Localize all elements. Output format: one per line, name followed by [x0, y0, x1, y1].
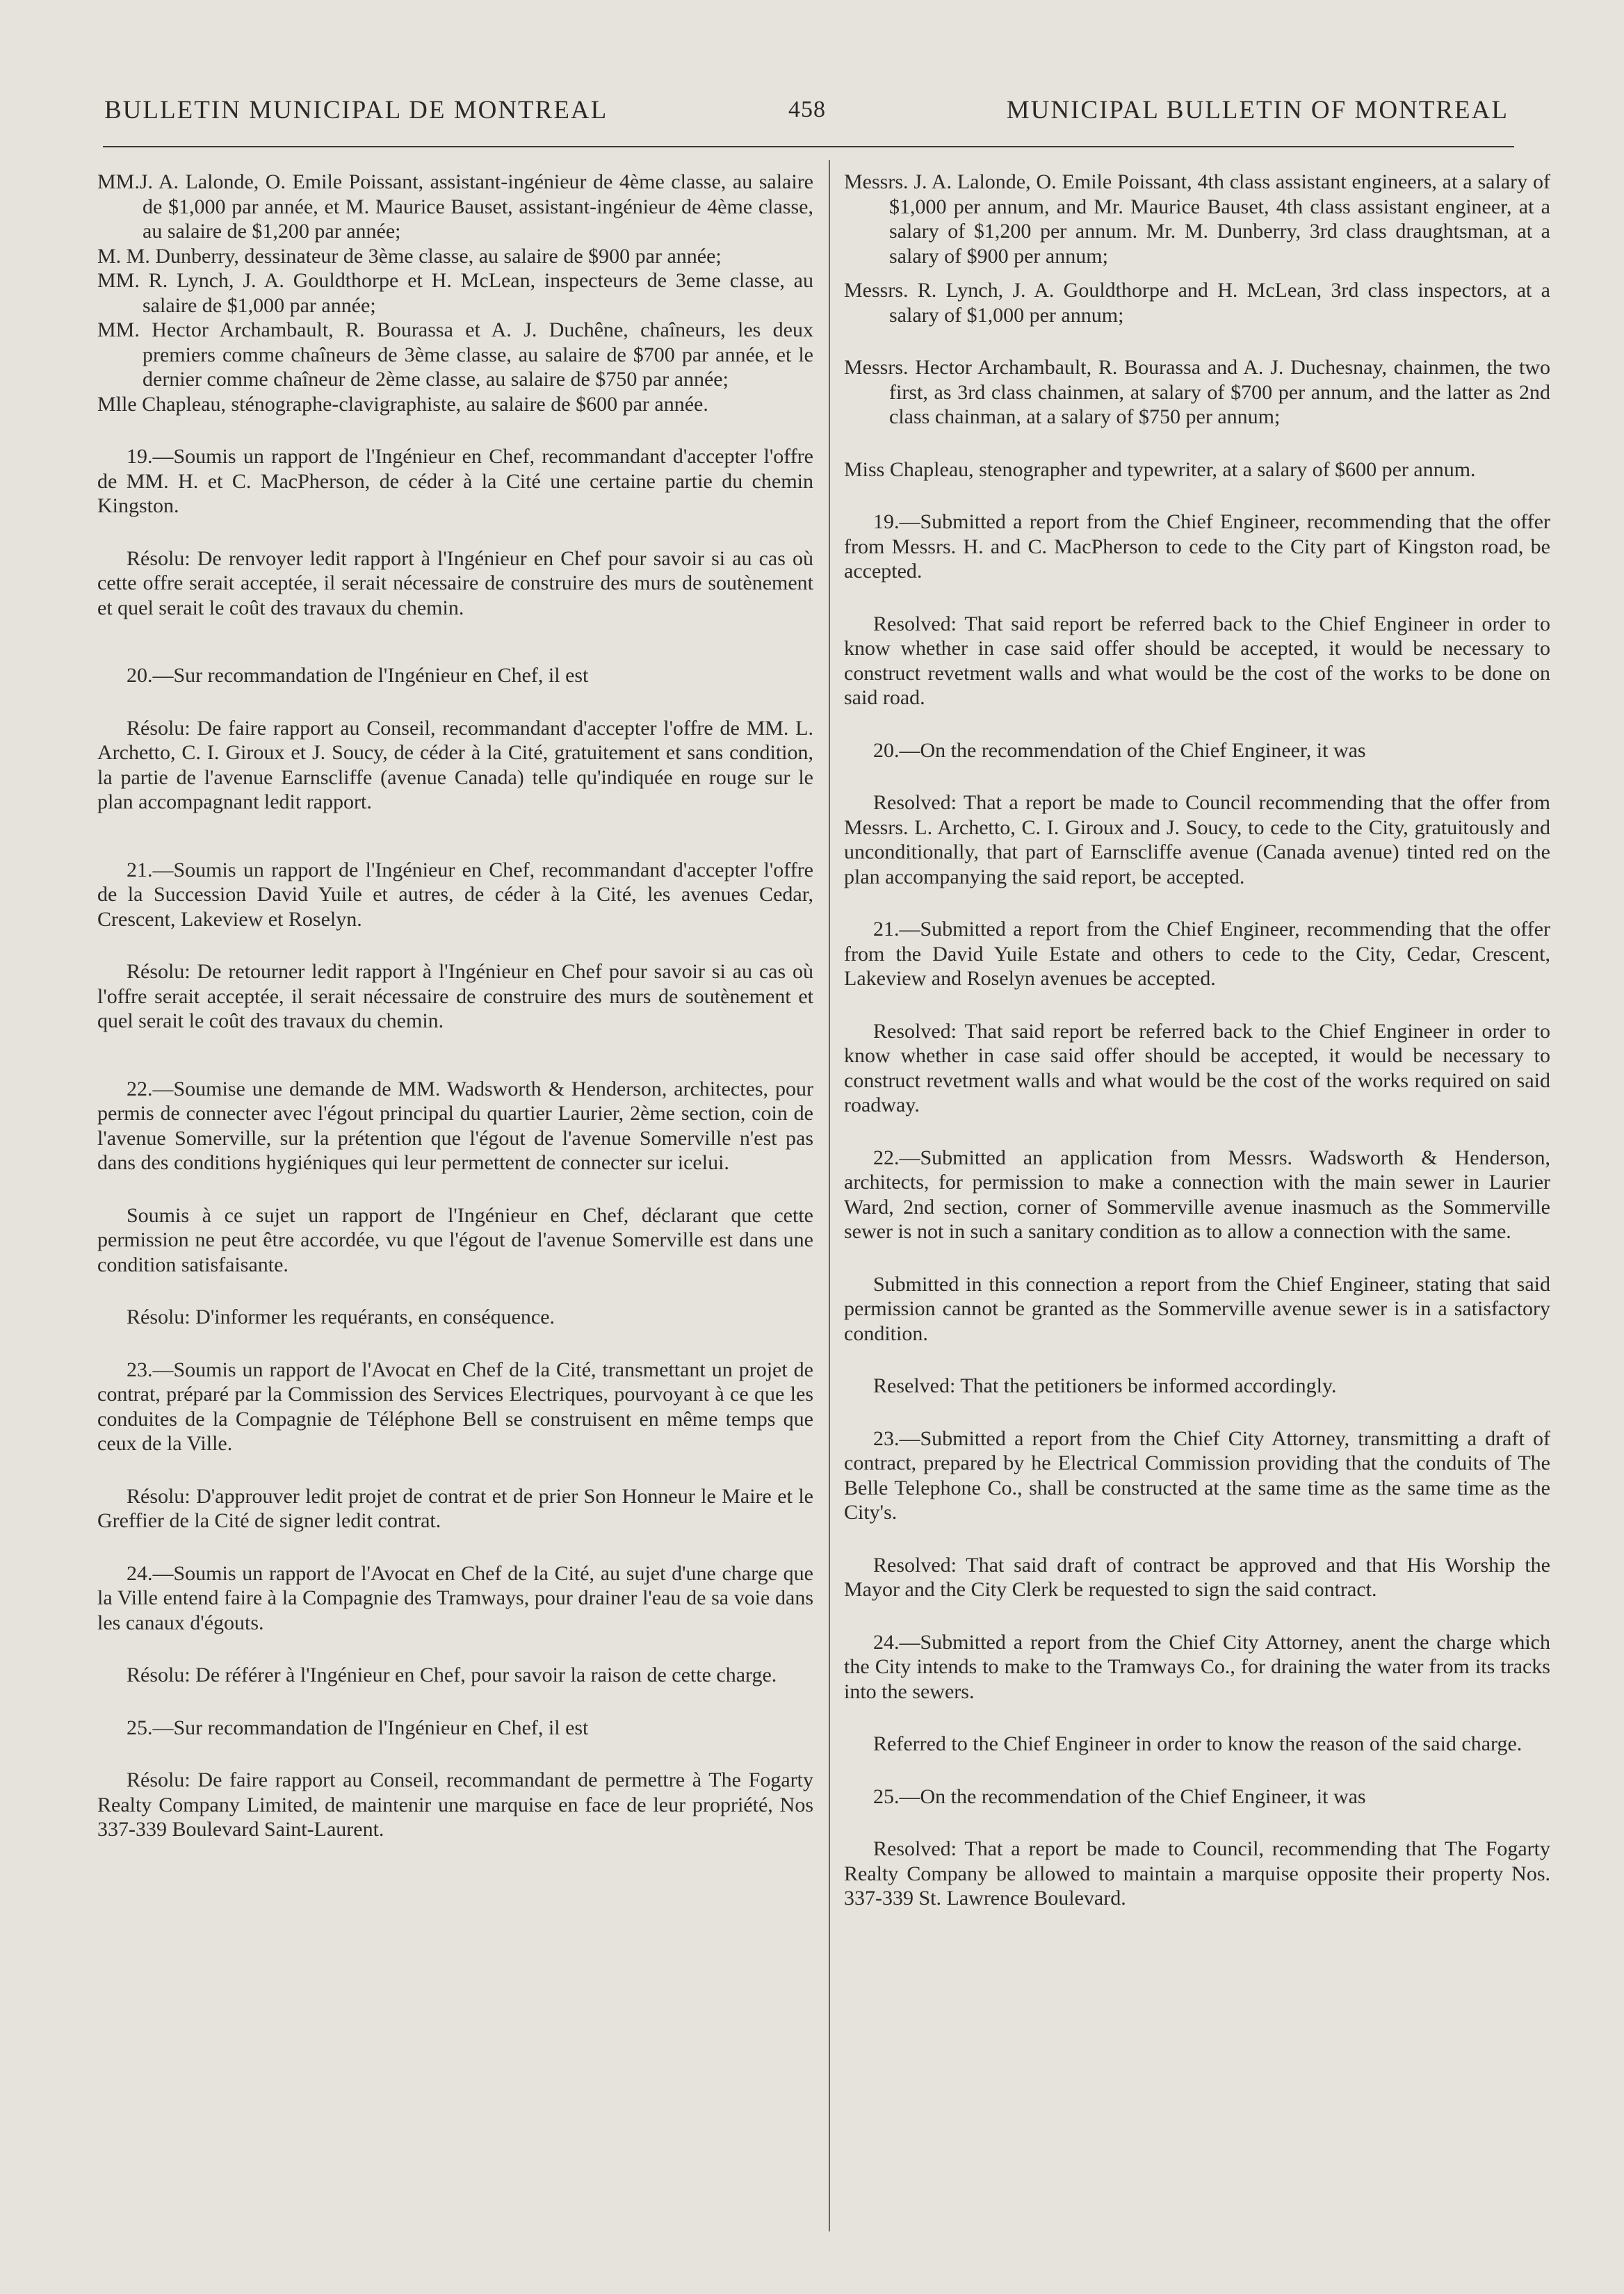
english-paragraph: Resolved: That said report be referred back to the Chief Engineer in order to know whether in case said offer should be accepted, it would be necessary to construct revetment walls and what would be the cost of the works required on said roadway. — [844, 1019, 1550, 1116]
french-paragraph: Résolu: De faire rapport au Conseil, recommandant de permettre à The Fogarty Realty Company Limited, de maintenir une marquise en face de leur propriété, Nos 337-339 Boulevard Saint-Laurent. — [97, 1768, 813, 1841]
french-paragraph: Résolu: D'informer les requérants, en conséquence. — [127, 1305, 555, 1328]
french-paragraph: 24.—Soumis un rapport de l'Avocat en Chef de la Cité, au sujet d'une charge que la Ville entend faire à la Compagnie des Tramways, pour drainer l'eau de sa voie dans les canaux d'égouts. — [97, 1561, 813, 1634]
english-paragraph: Referred to the Chief Engineer in order to know the reason of the said charge. — [873, 1732, 1522, 1755]
french-paragraph: 25.—Sur recommandation de l'Ingénieur en Chef, il est — [127, 1716, 589, 1739]
english-paragraph: 22.—Submitted an application from Messrs. Wadsworth & Henderson, architects, for permission to make a connection with the main sewer in Laurier Ward, 2nd section, corner of Sommerville avenue inasmuch as the Sommerville sewer is not in such a sanitary condition as to allow a connection with the same. — [844, 1146, 1550, 1243]
french-column — [97, 170, 813, 1842]
english-paragraph: Resolved: That said report be referred back to the Chief Engineer in order to know whether in case said offer should be accepted, it would be necessary to construct revetment walls and what would be the cost of the works to be done on said road. — [844, 612, 1550, 709]
english-paragraph: Miss Chapleau, stenographer and typewriter, at a salary of $600 per annum. — [844, 457, 1476, 481]
page-header — [104, 82, 1509, 138]
french-paragraph: Résolu: De renvoyer ledit rapport à l'Ingénieur en Chef pour savoir si au cas où cette offre serait acceptée, il serait nécessaire de construire des murs de soutènement et quel serait le coût des travaux du chemin. — [97, 546, 813, 619]
french-paragraph: Résolu: De faire rapport au Conseil, recommandant d'accepter l'offre de MM. L. Archetto, C. I. Giroux et J. Soucy, de céder à la Cité, gratuitement et sans condition, la partie de l'avenue Earnscliffe (avenue Canada) telle qu'indiquée en rouge sur le plan accompagnant ledit rapport. — [97, 716, 813, 813]
english-column — [844, 170, 1550, 1911]
english-paragraph: Resolved: That a report be made to Council, recommending that The Fogarty Realty Company be allowed to maintain a marquise opposite their property Nos. 337-339 St. Lawrence Boulevard. — [844, 1837, 1550, 1910]
english-paragraph: Messrs. J. A. Lalonde, O. Emile Poissant, 4th class assistant engineers, at a salary of $1,000 per annum, and Mr. Maurice Bauset, 4th class assistant engineer, at a salary of $1,200 per annum. Mr. M. Dunberry, 3rd class draughtsman, at a salary of $900 per annum; — [844, 170, 1550, 268]
french-paragraph: Mlle Chapleau, sténographe-clavigraphiste, au salaire de $600 par année. — [97, 392, 708, 416]
french-paragraph: MM.J. A. Lalonde, O. Emile Poissant, assistant-ingénieur de 4ème classe, au salaire de $1,000 par année, et M. Maurice Bauset, assistant-ingénieur de 4ème classe, au salaire de $1,200 par année; — [97, 170, 813, 243]
french-paragraph: MM. R. Lynch, J. A. Gouldthorpe et H. McLean, inspecteurs de 3eme classe, au salaire de $1,000 par année; — [97, 269, 813, 317]
french-paragraph: MM. Hector Archambault, R. Bourassa et A. J. Duchêne, chaîneurs, les deux premiers comme chaîneurs de 3ème classe, au salaire de $700 par année, et le dernier comme chaîneur de 2ème classe, au salaire de $750 par année; — [97, 318, 813, 391]
french-paragraph: Soumis à ce sujet un rapport de l'Ingénieur en Chef, déclarant que cette permission ne peut être accordée, vu que l'égout de l'avenue Somerville est dans une condition satisfaisante. — [97, 1203, 813, 1276]
english-paragraph: 20.—On the recommendation of the Chief Engineer, it was — [873, 738, 1366, 762]
french-paragraph: 21.—Soumis un rapport de l'Ingénieur en Chef, recommandant d'accepter l'offre de la Succession David Yuile et autres, de céder à la Cité, les avenues Cedar, Crescent, Lakeview et Roselyn. — [97, 858, 813, 931]
french-paragraph: 19.—Soumis un rapport de l'Ingénieur en Chef, recommandant d'accepter l'offre de MM. H. et C. MacPherson, de céder à la Cité une certaine partie du chemin Kingston. — [97, 445, 813, 517]
english-paragraph: 23.—Submitted a report from the Chief City Attorney, transmitting a draft of contract, prepared by he Electrical Commission providing that the conduits of The Belle Telephone Co., shall be constructed at the same time as the same time as the City's. — [844, 1426, 1550, 1524]
page-number: 458 — [788, 97, 826, 122]
english-paragraph: Reselved: That the petitioners be informed accordingly. — [873, 1374, 1337, 1397]
header-title-english: MUNICIPAL BULLETIN OF MONTREAL — [1006, 95, 1509, 124]
french-paragraph: M. M. Dunberry, dessinateur de 3ème classe, au salaire de $900 par année; — [97, 244, 722, 268]
english-paragraph: 24.—Submitted a report from the Chief City Attorney, anent the charge which the City intends to make to the Tramways Co., for draining the water from its tracks into the sewers. — [844, 1630, 1550, 1703]
english-paragraph: Resolved: That said draft of contract be approved and that His Worship the Mayor and the City Clerk be requested to sign the said contract. — [844, 1553, 1550, 1601]
english-paragraph: Submitted in this connection a report from the Chief Engineer, stating that said permission cannot be granted as the Sommerville avenue sewer is in a satisfactory condition. — [844, 1272, 1550, 1345]
french-paragraph: Résolu: D'approuver ledit projet de contrat et de prier Son Honneur le Maire et le Greffier de la Cité de signer ledit contrat. — [97, 1484, 813, 1532]
column-divider — [829, 160, 830, 2231]
header-title-french: BULLETIN MUNICIPAL DE MONTREAL — [104, 95, 608, 124]
english-paragraph: 19.—Submitted a report from the Chief Engineer, recommending that the offer from Messrs. H. and C. MacPherson to cede to the City part of Kingston road, be accepted. — [844, 510, 1550, 583]
english-paragraph: Messrs. R. Lynch, J. A. Gouldthorpe and H. McLean, 3rd class inspectors, at a salary of $1,000 per annum; — [844, 279, 1550, 327]
french-paragraph: Résolu: De référer à l'Ingénieur en Chef, pour savoir la raison de cette charge. — [127, 1663, 777, 1686]
english-paragraph: 21.—Submitted a report from the Chief Engineer, recommending that the offer from the David Yuile Estate and others to cede to the City, Cedar, Crescent, Lakeview and Roselyn avenues be accepted. — [844, 918, 1550, 990]
header-rule — [103, 146, 1514, 147]
french-paragraph: 20.—Sur recommandation de l'Ingénieur en Chef, il est — [127, 664, 589, 687]
english-paragraph: Resolved: That a report be made to Council recommending that the offer from Messrs. L. Archetto, C. I. Giroux and J. Soucy, to cede to the City, gratuitously and unconditionally, that part of Earnscliffe avenue (Canada avenue) tinted red on the plan accompanying the said report, be accepted. — [844, 791, 1550, 888]
french-paragraph: 23.—Soumis un rapport de l'Avocat en Chef de la Cité, transmettant un projet de contrat, préparé par la Commission des Services Electriques, pourvoyant à ce que les conduites de la Compagnie de Téléphone Bell se construisent en même temps que ceux de la Ville. — [97, 1358, 813, 1455]
french-paragraph: Résolu: De retourner ledit rapport à l'Ingénieur en Chef pour savoir si au cas où l'offre serait acceptée, il serait nécessaire de construire des murs de soutènement et quel serait le coût des travaux du chemin. — [97, 960, 813, 1032]
english-paragraph: Messrs. Hector Archambault, R. Bourassa and A. J. Duchesnay, chainmen, the two first, as 3rd class chainmen, at salary of $700 per annum, and the latter as 2nd class chainman, at a salary of $750 per annum; — [844, 356, 1550, 428]
french-paragraph: 22.—Soumise une demande de MM. Wadsworth & Henderson, architectes, pour permis de connecter avec l'égout principal du quartier Laurier, 2ème section, coin de l'avenue Somerville, sur la prétention que l'égout de l'avenue Somerville n'est pas dans des conditions hygiéniques qui leur permettent de connecter sur icelui. — [97, 1077, 813, 1174]
english-paragraph: 25.—On the recommendation of the Chief Engineer, it was — [873, 1784, 1366, 1808]
